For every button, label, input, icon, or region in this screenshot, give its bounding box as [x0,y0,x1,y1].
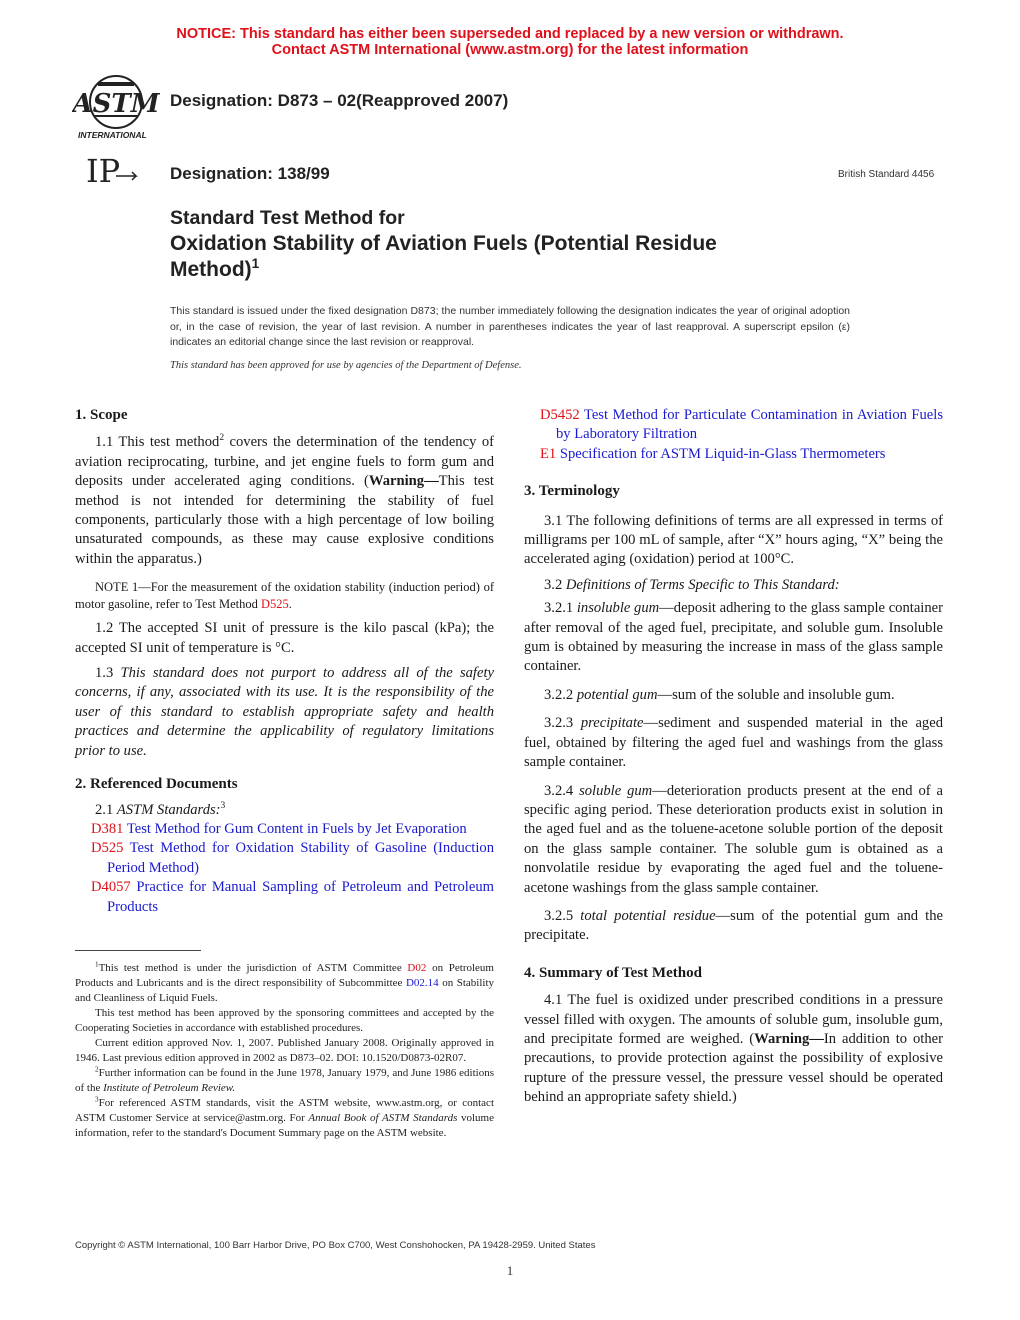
page-number: 1 [506,1263,514,1278]
para-4-1 [524,991,943,1107]
ip-designation: Designation: 138/99 [170,164,330,183]
footnote-2-marker: 2 [95,1065,99,1074]
ip-logo-icon [82,152,142,188]
withdrawn-notice [0,26,1020,58]
astm-logo-text: INTERNATIONAL [78,130,147,140]
warning-label: Warning— [368,473,439,490]
astm-designation: Designation: D873 – 02(Reapproved 2007) [170,91,509,110]
para-4-1-a: 4.1 The fuel is oxidized under prescribed conditions in a pressure vessel filled with oxygen. The amounts of soluble gum, insoluble gum, and precipitate formed are weighed. ( [524,992,943,1047]
left-column [75,406,494,917]
para-3-2 [524,576,943,595]
definition-item [524,599,943,677]
right-column [524,406,943,1108]
svg-text:ASTM: ASTM [72,89,160,119]
left-reference-list [75,820,494,917]
ip-logo-text: IP [86,152,121,188]
issuance-statement: This standard is issued under the fixed designation D873; the number immediately following the designation indicates the year of original adoption or, in the case of revision, the year of last revision. A number in parentheses indicates the year of last reapproval. A superscript epsilon (ε) indicates an editorial change since the last revision or reapproval. [170,305,850,348]
footnote-3-a: For referenced ASTM standards, visit the ASTM website, www.astm.org, or contact ASTM Customer Service at service@astm.org. For [75,1097,494,1124]
footnote-3 [75,1096,494,1141]
footnote-1-edition: Current edition approved Nov. 1, 2007. Published January 2008. Originally approved in 1946. Last previous edition approved in 2002 as D873–02. DOI: 10.1520/D0873-02R07. [75,1037,494,1064]
definition-term: potential gum [576,686,658,703]
para-2-1 [75,801,494,820]
warning-label: Warning— [754,1030,824,1047]
definition-number: 3.2.1 [544,600,577,617]
definition-text: —sum of the potential gum and the precipitate. [524,907,943,944]
definition-term: total potential residue [580,907,716,924]
reference-code[interactable]: D525 [91,840,124,857]
reference-item[interactable] [524,445,943,464]
definition-text: —sediment and suspended material in the aged fuel, obtained by filtering the aged fuel and washings from the glass sample container. [524,715,943,771]
footnote-1-c: on Stability and Cleanliness of Liquid Fuels. [75,977,495,1004]
reference-item[interactable] [91,878,494,917]
title-footnote-ref[interactable]: 1 [251,256,260,271]
footnote-3-marker: 3 [95,1095,99,1104]
section-2-heading: 2. Referenced Documents [75,776,238,793]
document-title [170,206,870,283]
right-reference-list [524,406,943,464]
definition-term: soluble gum [579,782,653,799]
definition-item [524,782,943,898]
footnote-1-approval: This test method has been approved by the sponsoring committees and accepted by the Cooperating Societies in accordance with established procedures. [75,1007,494,1034]
para-1-2: 1.2 The accepted SI unit of pressure is the kilo pascal (kPa); the accepted SI unit of temperature is °C. [75,620,494,656]
note-1-end: . [288,597,292,612]
para-1-3-text: This standard does not purport to address all of the safety concerns, if any, associated with its use. It is the responsibility of the user of this standard to establish appropriate safety and health practices and determine the applicability of regulatory limitations prior to use. [75,665,494,759]
dod-approval: This standard has been approved for use by agencies of the Department of Defense. [170,360,522,371]
note-1 [75,579,494,613]
title-line-3-text: Method) [170,258,252,281]
reference-item[interactable] [91,839,494,878]
reference-item[interactable] [91,820,494,839]
para-2-1-text: ASTM Standards: [116,801,221,818]
d525-link[interactable]: D525 [261,597,289,612]
para-3-1: 3.1 The following definitions of terms are all expressed in terms of milligrams per 100 mL of sample, after “X” hours aging, “X” being the accelerated aging (oxidation) period at 100°C. [524,512,943,568]
para-1-1-b: covers the determination of the tendency of aviation reciprocating, turbine, and jet engine fuels to form gum and deposits under accelerated aging conditions. ( [75,434,494,490]
para-3-2-text: Definitions of Terms Specific to This Standard: [565,576,840,593]
footnotes [75,961,494,1141]
definition-item [524,714,943,772]
footnote-2-a: Further information can be found in the June 1978, January 1979, and June 1986 editions of the [75,1067,494,1094]
astm-logo [72,72,162,142]
para-1-3 [75,664,494,761]
footnote-1-marker: 1 [95,960,99,969]
reference-title[interactable]: Test Method for Oxidation Stability of Gasoline (Induction Period Method) [107,840,494,876]
reference-item[interactable] [524,406,943,445]
para-3-2-num: 3.2 [544,576,566,593]
para-2-1-num: 2.1 [95,801,117,818]
note-1-text: NOTE 1—For the measurement of the oxidation stability (induction period) of motor gasoline, refer to Test Method [75,580,494,612]
para-1-3-num: 1.3 [95,665,121,682]
footnote-divider [75,950,201,951]
subcommittee-d0214-link[interactable]: D02.14 [405,977,439,989]
footnote-3-ref[interactable]: 3 [220,800,226,811]
definition-text: —deterioration products present at the end of a specific aging period. These deterioration products exist in solution in the aged fuel and as the toluene-acetone soluble portion of the deposit on the glass sample container. The soluble gum is obtained as a nonvolatile residue by evaporating the aged fuel and the toluene-acetone washings from the glass sample container. [524,782,943,896]
definition-term: precipitate [580,715,644,732]
reference-title[interactable]: Test Method for Particulate Contamination in Aviation Fuels by Laboratory Filtration [556,407,943,443]
definition-term: insoluble gum [576,600,660,617]
notice-line-1: NOTICE: This standard has either been superseded and replaced by a new version or withdrawn. [176,26,844,42]
reference-title[interactable]: Test Method for Gum Content in Fuels by Jet Evaporation [123,820,467,837]
definition-item [524,907,943,946]
definition-item [524,686,943,705]
title-line-3 [170,257,870,283]
title-line-2: Oxidation Stability of Aviation Fuels (Potential Residue [170,232,717,255]
reference-title[interactable]: Specification for ASTM Liquid-in-Glass Thermometers [556,445,886,462]
reference-title[interactable]: Practice for Manual Sampling of Petroleum and Petroleum Products [107,879,494,915]
copyright: Copyright © ASTM International, 100 Barr Harbor Drive, PO Box C700, West Conshohocken, PA 19428-2959. United States [75,1240,596,1251]
para-1-1-c: This test method is not intended for determining the stability of fuel components, particularly those with a high percentage of low boiling unsaturated compounds, as these may cause explosive conditions within the apparatus.) [75,473,494,567]
notice-line-2: Contact ASTM International (www.astm.org) for the latest information [271,42,749,58]
title-line-1: Standard Test Method for [170,207,405,229]
reference-code[interactable]: D4057 [91,879,131,896]
section-4-heading: 4. Summary of Test Method [524,964,702,981]
section-3-heading: 3. Terminology [524,483,620,500]
footnote-2-ref[interactable]: 2 [219,433,225,444]
section-1-heading: 1. Scope [75,407,128,423]
ip-logo [82,152,142,188]
footnote-3-b: volume information, refer to the standard's Document Summary page on the ASTM website. [75,1112,494,1139]
reference-code[interactable]: E1 [540,445,557,462]
committee-d02-link[interactable]: D02 [407,962,427,974]
definition-number: 3.2.2 [544,686,577,703]
para-4-1-b: In addition to other precautions, to provide protection against the possibility of explosive rupture of the pressure vessel, the pressure vessel should be operated behind an appropriate safety shield.) [524,1030,943,1106]
definition-text: —deposit adhering to the glass sample container after removal of the aged fuel, precipitate, and soluble gum. Insoluble gum is obtained by measuring the increase in mass of the glass sample container. [524,600,943,675]
reference-code[interactable]: D381 [91,820,124,837]
definition-number: 3.2.5 [544,907,581,924]
footnote-3-ital: Annual Book of ASTM Standards [308,1112,458,1124]
para-1-1 [75,433,494,569]
definition-text: —sum of the soluble and insoluble gum. [657,686,895,703]
footnote-1-b: on Petroleum Products and Lubricants and is the direct responsibility of Subcommittee [75,962,494,989]
footnote-1 [75,961,494,1006]
definition-number: 3.2.3 [544,715,581,732]
british-standard: British Standard 4456 [838,169,935,180]
footnote-1-a: This test method is under the jurisdiction of ASTM Committee [98,962,408,974]
astm-logo-icon [72,72,162,130]
footnote-2 [75,1066,494,1096]
reference-code[interactable]: D5452 [540,407,580,423]
para-1-1-a: 1.1 This test method [95,434,220,451]
footnote-2-ital: Institute of Petroleum Review. [103,1082,236,1094]
definition-number: 3.2.4 [544,782,580,799]
